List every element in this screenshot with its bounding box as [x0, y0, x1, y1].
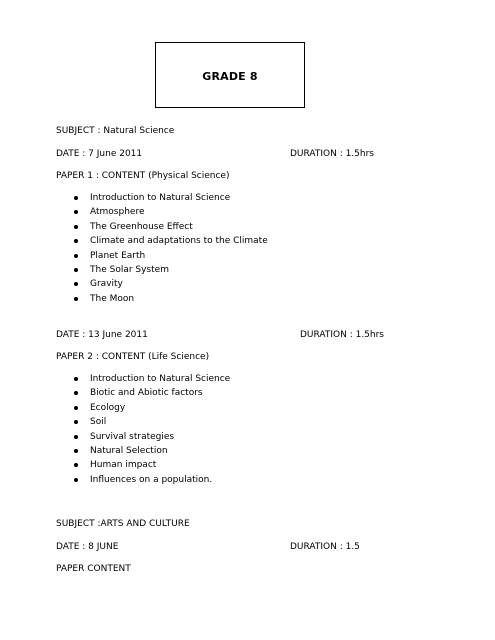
paper2-date: DATE : 13 June 2011 [56, 330, 148, 340]
paper1-duration: DURATION : 1.5hrs [290, 149, 374, 159]
list-item: Atmosphere [74, 207, 268, 221]
arts-paper-title: PAPER CONTENT [56, 564, 131, 574]
list-item: Influences on a population. [74, 475, 230, 489]
bullet-icon [74, 225, 78, 229]
list-item: Gravity [74, 279, 268, 293]
bullet-icon [74, 297, 78, 301]
grade-title: GRADE 8 [202, 70, 258, 83]
list-item: Survival strategies [74, 432, 230, 446]
grade-box [155, 42, 305, 108]
list-item: The Moon [74, 294, 268, 308]
bullet-icon [74, 449, 78, 453]
subject-arts-culture: SUBJECT :ARTS AND CULTURE [56, 519, 190, 529]
list-item: Introduction to Natural Science [74, 374, 230, 388]
list-item: Climate and adaptations to the Climate [74, 236, 268, 250]
subject-natural-science: SUBJECT : Natural Science [56, 126, 175, 136]
paper2-duration: DURATION : 1.5hrs [300, 330, 384, 340]
bullet-icon [74, 463, 78, 467]
list-item: The Greenhouse Effect [74, 222, 268, 236]
bullet-icon [74, 268, 78, 272]
bullet-icon [74, 478, 78, 482]
list-item: Human impact [74, 460, 230, 474]
paper1-date: DATE : 7 June 2011 [56, 149, 143, 159]
paper1-topic-list [74, 193, 268, 308]
bullet-icon [74, 210, 78, 214]
bullet-icon [74, 406, 78, 410]
bullet-icon [74, 254, 78, 258]
paper2-topic-list [74, 374, 230, 489]
bullet-icon [74, 435, 78, 439]
list-item: Biotic and Abiotic factors [74, 388, 230, 402]
paper2-title: PAPER 2 : CONTENT (Life Science) [56, 352, 210, 362]
bullet-icon [74, 282, 78, 286]
list-item: Soil [74, 417, 230, 431]
paper1-title: PAPER 1 : CONTENT (Physical Science) [56, 171, 230, 181]
bullet-icon [74, 391, 78, 395]
bullet-icon [74, 420, 78, 424]
bullet-icon [74, 239, 78, 243]
list-item: Planet Earth [74, 251, 268, 265]
list-item: Natural Selection [74, 446, 230, 460]
list-item: The Solar System [74, 265, 268, 279]
arts-duration: DURATION : 1.5 [290, 542, 360, 552]
list-item: Introduction to Natural Science [74, 193, 268, 207]
bullet-icon [74, 196, 78, 200]
arts-date: DATE : 8 JUNE [56, 542, 119, 552]
list-item: Ecology [74, 403, 230, 417]
bullet-icon [74, 377, 78, 381]
